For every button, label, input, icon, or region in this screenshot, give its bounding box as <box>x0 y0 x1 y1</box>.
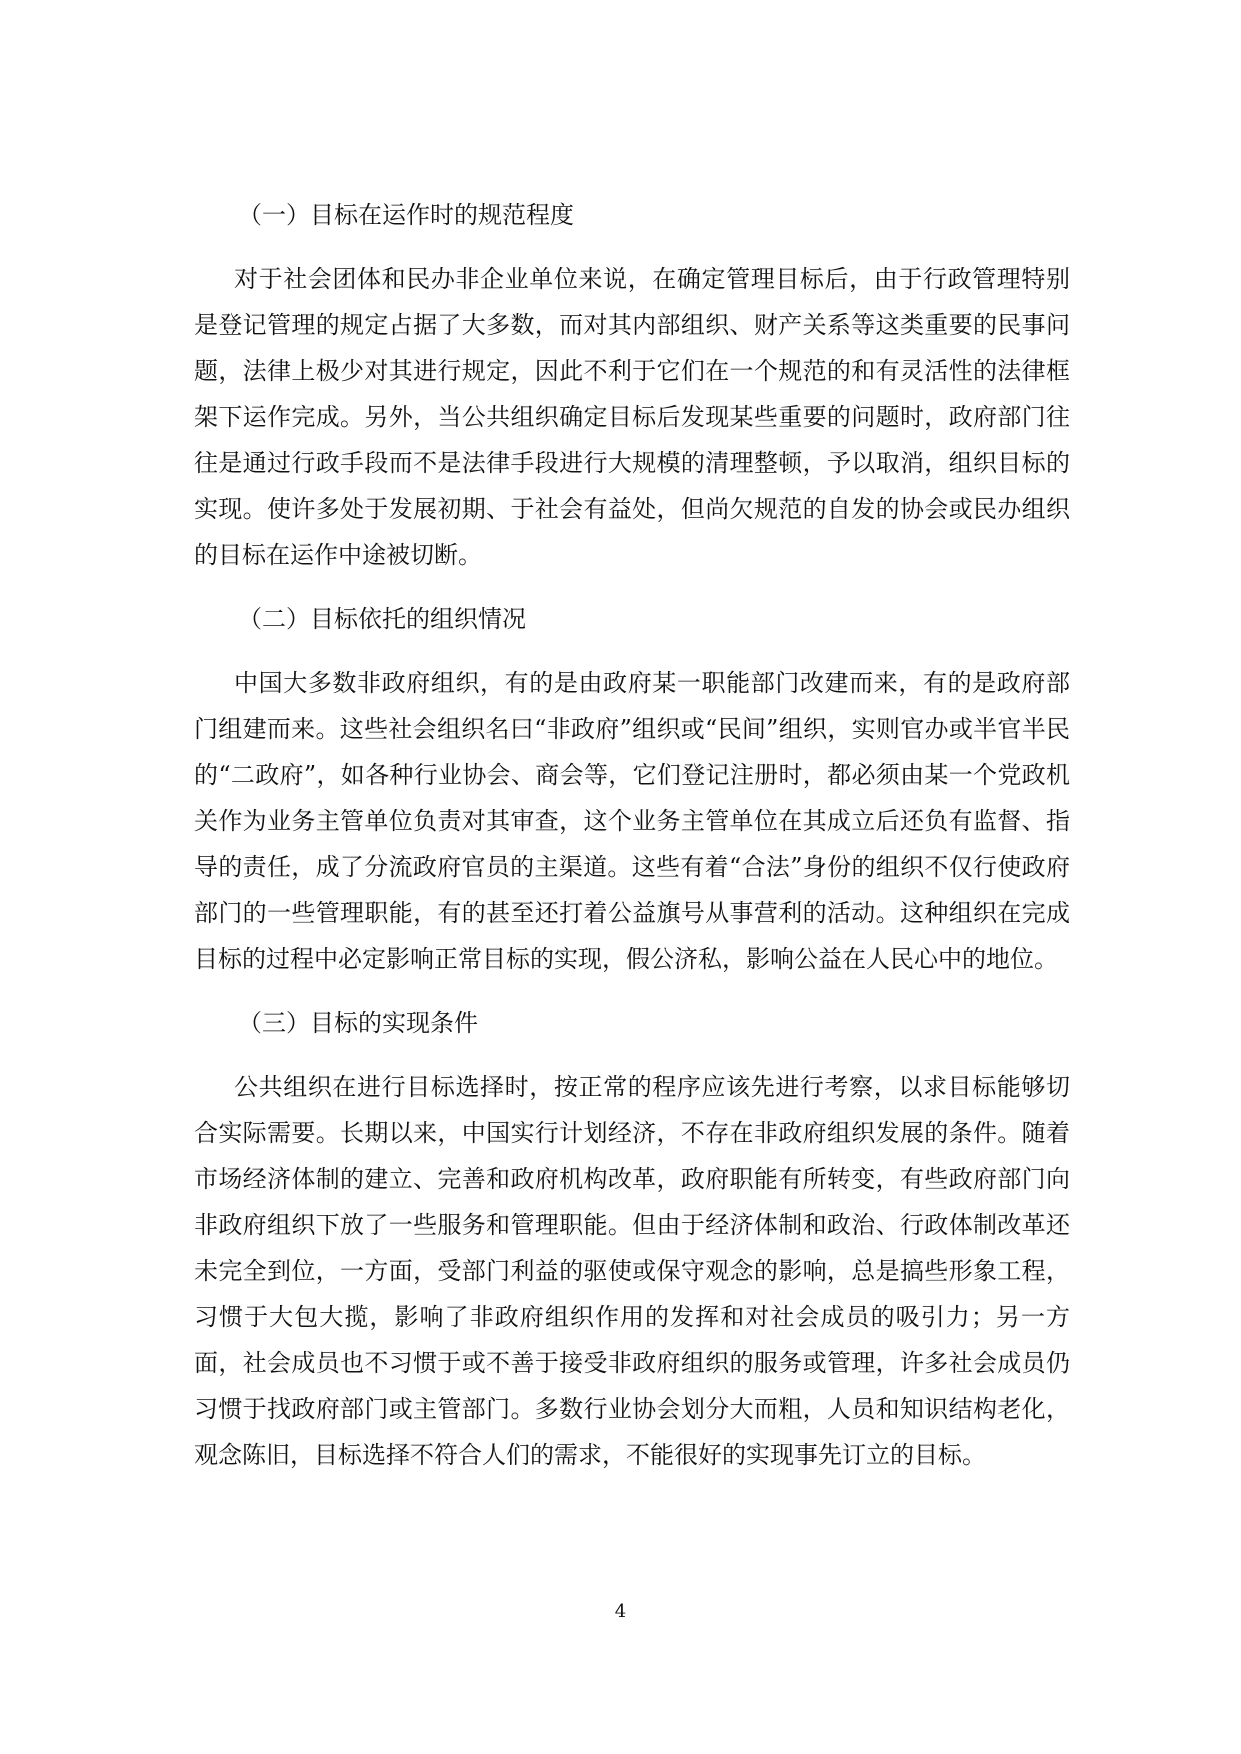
section-paragraph-1: 对于社会团体和民办非企业单位来说，在确定管理目标后，由于行政管理特别是登记管理的规定占据了大多数，而对其内部组织、财产关系等这类重要的民事问题，法律上极少对其进行规定，因此不利于它们在一个规范的和有灵活性的法律框架下运作完成。另外，当公共组织确定目标后发现某些重要的问题时，政府部门往往是通过行政手段而不是法律手段进行大规模的清理整顿，予以取消，组织目标的实现。使许多处于发展初期、于社会有益处，但尚欠规范的自发的协会或民办组织的目标在运作中途被切断。 <box>194 265 1070 569</box>
section-paragraph-2: 中国大多数非政府组织，有的是由政府某一职能部门改建而来，有的是政府部门组建而来。这些社会组织名曰“非政府”组织或“民间”组织，实则官办或半官半民的“二政府”，如各种行业协会、商会等，它们登记注册时，都必须由某一个党政机关作为业务主管单位负责对其审查，这个业务主管单位在其成立后还负有监督、指导的责任，成了分流政府官员的主渠道。这些有着“合法”身份的组织不仅行使政府部门的一些管理职能，有的甚至还打着公益旗号从事营利的活动。这种组织在完成目标的过程中必定影响正常目标的实现，假公济私，影响公益在人民心中的地位。 <box>194 669 1070 973</box>
section-heading-2: （二）目标依托的组织情况 <box>238 605 526 633</box>
page-number: 4 <box>614 1601 627 1622</box>
document-body <box>194 192 1070 1478</box>
section-heading-3: （三）目标的实现条件 <box>238 1009 478 1037</box>
section-heading-1: （一）目标在运作时的规范程度 <box>238 201 574 229</box>
section-paragraph-3: 公共组织在进行目标选择时，按正常的程序应该先进行考察，以求目标能够切合实际需要。长期以来，中国实行计划经济，不存在非政府组织发展的条件。随着市场经济体制的建立、完善和政府机构改革，政府职能有所转变，有些政府部门向非政府组织下放了一些服务和管理职能。但由于经济体制和政治、行政体制改革还未完全到位，一方面，受部门利益的驱使或保守观念的影响，总是搞些形象工程，习惯于大包大揽，影响了非政府组织作用的发挥和对社会成员的吸引力；另一方面，社会成员也不习惯于或不善于接受非政府组织的服务或管理，许多社会成员仍习惯于找政府部门或主管部门。多数行业协会划分大而粗，人员和知识结构老化，观念陈旧，目标选择不符合人们的需求，不能很好的实现事先订立的目标。 <box>194 1073 1070 1469</box>
